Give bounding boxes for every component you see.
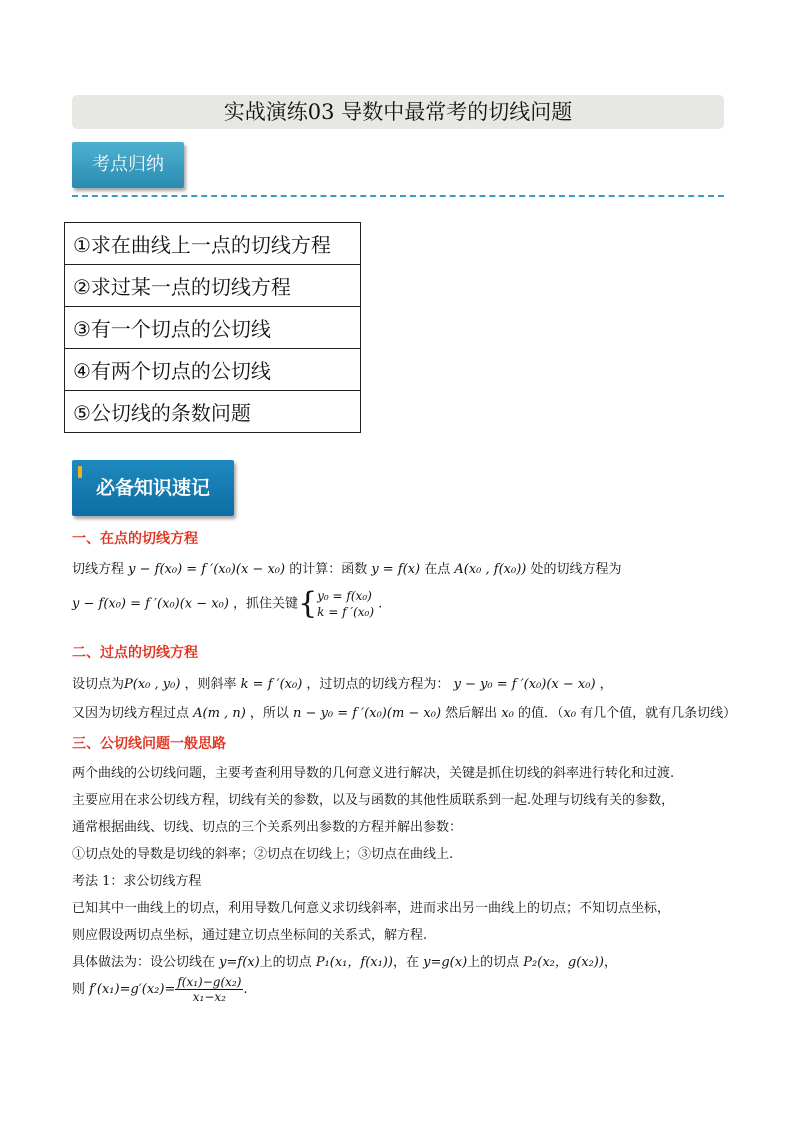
table-row bbox=[65, 391, 361, 433]
section-heading-2: 二、过点的切线方程 bbox=[72, 645, 198, 661]
section-tab-label: 必备知识速记 bbox=[95, 477, 210, 499]
text-line: 已知其中一曲线上的切点，利用导数几何意义求切线斜率，进而求出另一曲线上的切点；不知切点坐标， bbox=[72, 901, 671, 916]
section-heading-1: 一、在点的切线方程 bbox=[72, 531, 198, 547]
section-heading-3: 三、公切线问题一般思路 bbox=[72, 736, 226, 752]
text-line: 则应假设两切点坐标，通过建立切点坐标间的关系式，解方程. bbox=[72, 928, 428, 943]
topic-item: ①求在曲线上一点的切线方程 bbox=[65, 223, 361, 265]
text-line: y − f(x₀) = f ′(x₀)(x − x₀) ，抓住关键{ y₀ = f(x₀) k = f ′(x₀) . bbox=[72, 586, 383, 621]
text-line: 设切点为P(x₀ , y₀) ，则斜率 k = f ′(x₀) ，过切点的切线方程为： y − y₀ = f ′(x₀)(x − x₀) ， bbox=[72, 677, 613, 692]
topic-item: ②求过某一点的切线方程 bbox=[65, 265, 361, 307]
equation-system: y₀ = f(x₀) k = f ′(x₀) bbox=[317, 589, 375, 619]
topic-table bbox=[64, 222, 361, 433]
section-tab-knowledge bbox=[72, 460, 234, 516]
table-row bbox=[65, 223, 361, 265]
text-line: 两个曲线的公切线问题，主要考查利用导数的几何意义进行解决，关键是抓住切线的斜率进行转化和过渡. bbox=[72, 766, 675, 781]
topic-item: ③有一个切点的公切线 bbox=[65, 307, 361, 349]
table-row bbox=[65, 307, 361, 349]
brace: { bbox=[298, 586, 318, 621]
text-line: 主要应用在求公切线方程，切线有关的参数，以及与函数的其他性质联系到一起.处理与切线有关的参数， bbox=[72, 793, 675, 808]
fraction: $\frac{\text{f(x₁)−g(x₂)}}{\text{x₁−x₂}}$ bbox=[177, 975, 242, 1004]
topic-item: ④有两个切点的公切线 bbox=[65, 349, 361, 391]
table-row bbox=[65, 349, 361, 391]
text-line: 考法 1：求公切线方程 bbox=[72, 874, 202, 889]
text-line: 通常根据曲线、切线、切点的三个关系列出参数的方程并解出参数： bbox=[72, 820, 463, 835]
text-line: 则 f′(x₁)=g′(x₂)= $\frac{\text{f(x₁)−g(x₂)}}{\text{x₁−x₂}}$ . bbox=[72, 975, 248, 1004]
page-title: 实战演练03 导数中最常考的切线问题 bbox=[72, 95, 724, 129]
text-line: 又因为切线方程过点 A(m , n) ，所以 n − y₀ = f ′(x₀)(m − x₀) 然后解出 x₀ 的值．（x₀ 有几个值，就有几条切线） bbox=[72, 706, 737, 721]
topic-item: ⑤公切线的条数问题 bbox=[65, 391, 361, 433]
text-line: ①切点处的导数是切线的斜率；②切点在切线上；③切点在曲线上. bbox=[72, 847, 454, 862]
dashed-divider bbox=[72, 195, 724, 197]
accent-mark bbox=[78, 466, 82, 478]
table-row bbox=[65, 265, 361, 307]
text-line: 具体做法为：设公切线在 y=f(x)上的切点 P₁(x₁，f(x₁))，在 y=g(x)上的切点 P₂(x₂，g(x₂))， bbox=[72, 955, 617, 970]
text-line: 切线方程 y − f(x₀) = f ′(x₀)(x − x₀) 的计算：函数 y = f(x) 在点 A(x₀ , f(x₀)) 处的切线方程为 bbox=[72, 562, 622, 577]
section-tab-key-points: 考点归纳 bbox=[72, 142, 184, 188]
